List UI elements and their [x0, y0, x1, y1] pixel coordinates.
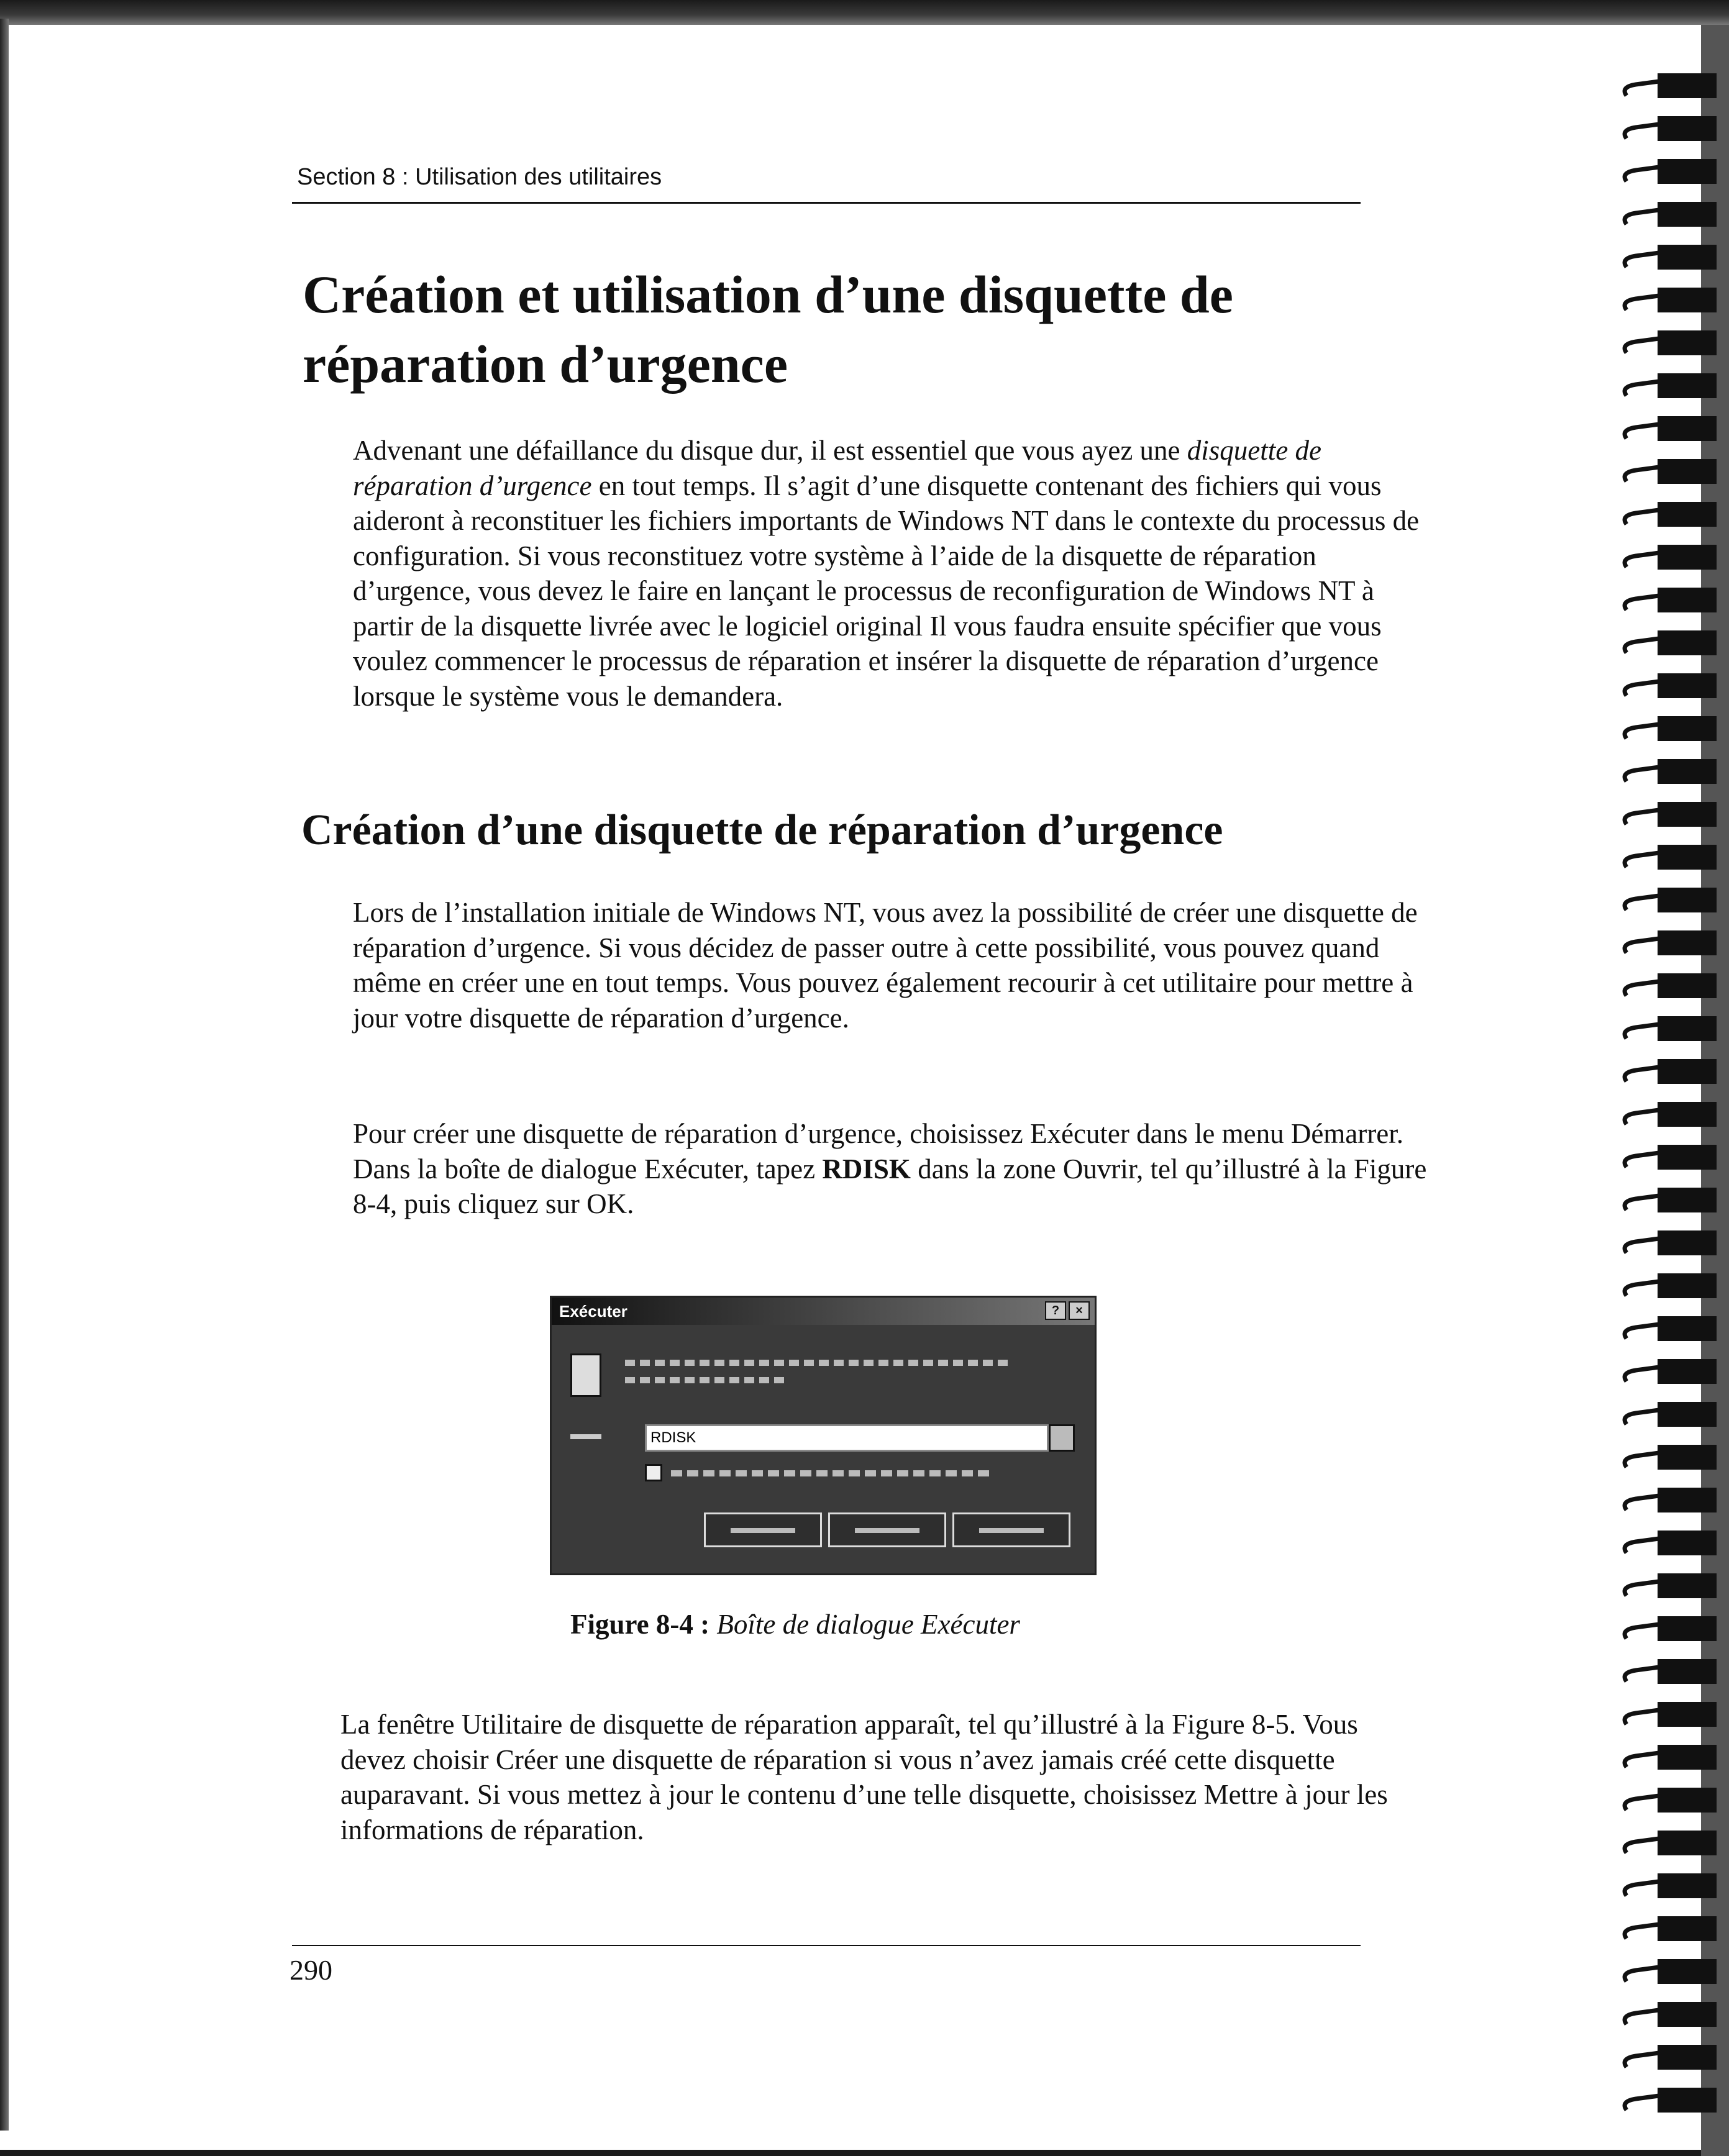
dialog-description-line-2 [625, 1377, 787, 1383]
dialog-titlebar [552, 1298, 1095, 1325]
page-title-line2: réparation d’urgence [303, 334, 788, 394]
open-input[interactable]: RDISK [645, 1424, 1049, 1452]
p2-text-start: Pour créer une disquette de réparation d’urgence, choisissez Exécuter dans le menu Démarrer. Dans la boîte de dialogue Exécuter, tapez [353, 1118, 1403, 1185]
spiral-ring [1625, 1145, 1717, 1170]
spiral-ring [1625, 373, 1717, 398]
open-label [570, 1434, 601, 1439]
spiral-ring [1625, 1359, 1717, 1384]
caption-text: Boîte de dialogue Exécuter [716, 1609, 1020, 1640]
spiral-ring [1625, 1402, 1717, 1427]
spiral-ring [1625, 1959, 1717, 1984]
intro-text-end: en tout temps. Il s’agit d’une disquette contenant des fichiers qui vous aideront à reconstituer les fichiers importants de Windows NT dans le contexte du processus de configuration. Si vous reconstituez votre système à l’aide de la disquette de réparation d’urgence, vous devez le faire en lançant le processus de reconfiguration de Windows NT à partir de la disquette livrée avec le logiciel original Il vous faudra ensuite spécifier que vous voulez commencer le processus de réparation et insérer la disquette de réparation d’urgence lorsque le système vous le demandera. [353, 470, 1420, 712]
p2-text-end: dans la zone Ouvrir, tel qu’illustré à la Figure 8-4, puis cliquez sur OK. [353, 1153, 1427, 1219]
spiral-ring [1625, 416, 1717, 441]
figure-caption [570, 1607, 1020, 1642]
spiral-ring [1625, 545, 1717, 570]
spiral-binding [1589, 25, 1729, 2156]
spiral-ring [1625, 716, 1717, 741]
spiral-ring [1625, 2088, 1717, 2113]
spiral-ring [1625, 1831, 1717, 1855]
browse-button[interactable] [952, 1512, 1070, 1547]
spiral-ring [1625, 2002, 1717, 2027]
spiral-ring [1625, 2045, 1717, 2070]
spiral-ring [1625, 1531, 1717, 1555]
dialog-description-line-1 [625, 1360, 1010, 1366]
spiral-ring [1625, 330, 1717, 355]
spiral-ring [1625, 1059, 1717, 1084]
spiral-ring [1625, 116, 1717, 141]
spiral-ring [1625, 1788, 1717, 1813]
spiral-ring [1625, 245, 1717, 270]
spiral-ring [1625, 288, 1717, 312]
footer-rule [292, 1945, 1361, 1946]
p2-command: RDISK [822, 1153, 911, 1185]
open-dropdown-button[interactable] [1049, 1424, 1075, 1452]
header-rule [292, 202, 1361, 204]
spiral-ring [1625, 502, 1717, 527]
dialog-title: Exécuter [559, 1302, 627, 1321]
spiral-ring [1625, 930, 1717, 955]
intro-text-start: Advenant une défaillance du disque dur, il est essentiel que vous ayez une [353, 435, 1187, 466]
section-paragraph-2 [353, 1116, 1428, 1222]
page-title [303, 260, 1390, 399]
spiral-ring [1625, 1102, 1717, 1127]
spiral-ring [1625, 802, 1717, 827]
scan-left-edge [0, 19, 9, 2131]
spiral-ring [1625, 888, 1717, 912]
spiral-ring [1625, 1488, 1717, 1512]
spiral-ring [1625, 1445, 1717, 1470]
page-title-line1: Création et utilisation d’une disquette de [303, 265, 1233, 324]
spiral-ring [1625, 1873, 1717, 1898]
scan-bottom-edge [0, 2150, 1729, 2156]
section-paragraph-1: Lors de l’installation initiale de Windows NT, vous avez la possibilité de créer une disquette de réparation d’urgence. Si vous décidez de passer outre à cette possibilité, vous pouvez quand même en créer une en tout temps. Vous pouvez également recourir à cet utilitaire pour mettre à jour votre disquette de réparation d’urgence. [353, 897, 1418, 1034]
spiral-ring [1625, 202, 1717, 227]
spiral-ring [1625, 1916, 1717, 1941]
spiral-ring [1625, 1745, 1717, 1770]
help-button[interactable]: ? [1045, 1301, 1066, 1320]
spiral-ring [1625, 845, 1717, 870]
run-icon [570, 1353, 601, 1397]
intro-paragraph [353, 433, 1428, 714]
spiral-ring [1625, 973, 1717, 998]
spiral-ring [1625, 1702, 1717, 1727]
spiral-ring [1625, 588, 1717, 612]
page-number: 290 [290, 1954, 332, 1986]
spiral-ring [1625, 1573, 1717, 1598]
spiral-ring [1625, 1273, 1717, 1298]
spiral-ring [1625, 1230, 1717, 1255]
checkbox-label [671, 1470, 994, 1476]
cancel-button[interactable] [828, 1512, 946, 1547]
spiral-ring [1625, 1659, 1717, 1684]
spiral-ring [1625, 759, 1717, 784]
run-dialog-figure [550, 1296, 1097, 1575]
spiral-ring [1625, 459, 1717, 484]
spiral-ring [1625, 630, 1717, 655]
spiral-ring [1625, 673, 1717, 698]
spiral-ring [1625, 1316, 1717, 1341]
spiral-ring [1625, 159, 1717, 184]
section-title: Création d’une disquette de réparation d’urgence [301, 806, 1223, 854]
running-header: Section 8 : Utilisation des utilitaires [297, 164, 662, 190]
spiral-ring [1625, 1188, 1717, 1212]
separate-memory-checkbox[interactable] [645, 1464, 662, 1481]
section-paragraph-3: La fenêtre Utilitaire de disquette de réparation apparaît, tel qu’illustré à la Figure 8-5. Vous devez choisir Créer une disquette de réparation si vous n’avez jamais créé cette disquette auparavant. Si vous mettez à jour le contenu d’une telle disquette, choisissez Mettre à jour les informations de réparation. [340, 1709, 1388, 1845]
caption-label: Figure 8-4 : [570, 1609, 710, 1640]
spiral-ring [1625, 1616, 1717, 1641]
close-button[interactable]: × [1069, 1301, 1090, 1320]
scan-top-edge [0, 0, 1729, 25]
intro-emphasis: disquette de réparation d’urgence [353, 435, 1321, 501]
spiral-ring [1625, 73, 1717, 98]
spiral-ring [1625, 1016, 1717, 1041]
ok-button[interactable] [704, 1512, 822, 1547]
